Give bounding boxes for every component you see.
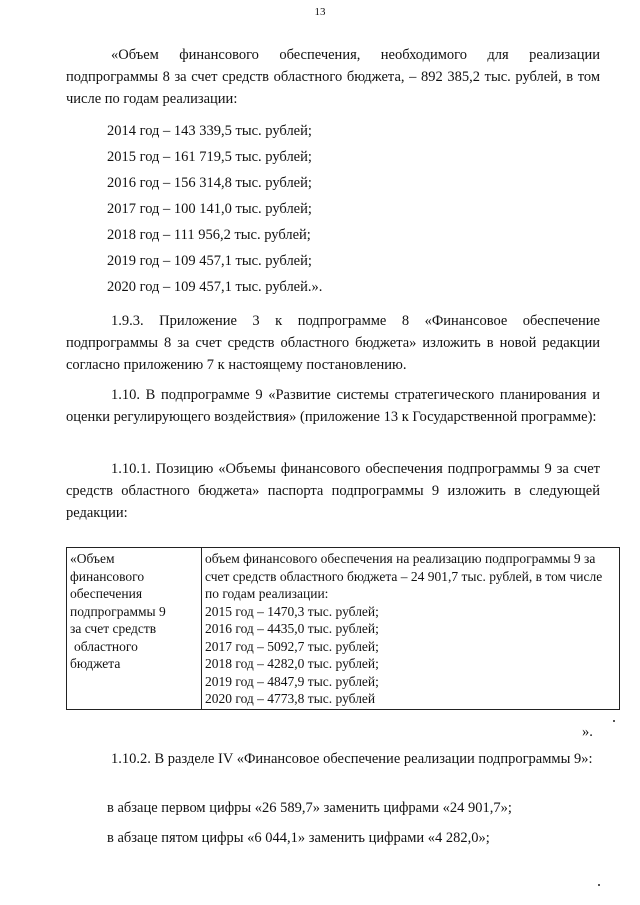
right-cell-year: 2018 год – 4282,0 тыс. рублей;: [205, 656, 379, 671]
scan-speck: [598, 884, 600, 886]
left-cell-line: областного: [74, 638, 138, 654]
bullet-fifth-paragraph: в абзаце пятом цифры «6 044,1» заменить цифрами «4 282,0»;: [107, 830, 490, 846]
right-cell-intro: объем финансового обеспечения на реализацию подпрограммы 9 за счет средств областного бюджета – 24 901,7 тыс. рублей, в том числе по годам реализации:: [205, 551, 603, 601]
table-right-cell: [202, 548, 620, 710]
year-line-2018: 2018 год – 111 956,2 тыс. рублей;: [107, 227, 311, 243]
right-cell-year: 2017 год – 5092,7 тыс. рублей;: [205, 638, 379, 654]
item-1-10-1: 1.10.1. Позицию «Объемы финансового обеспечения подпрограммы 9 за счет средств областного бюджета» паспорта подпрограммы 9 изложить в следующей редакции:: [66, 461, 600, 521]
year-line-2017: 2017 год – 100 141,0 тыс. рублей;: [107, 201, 312, 217]
item-1-10-2: 1.10.2. В разделе IV «Финансовое обеспечение реализации подпрограммы 9»:: [111, 751, 593, 767]
item-1-9-3: 1.9.3. Приложение 3 к подпрограмме 8 «Финансовое обеспечение подпрограммы 8 за счет средств областного бюджета» изложить в новой редакции согласно приложению 7 к настоящему постановлению.: [66, 313, 600, 373]
intro-paragraph: «Объем финансового обеспечения, необходимого для реализации подпрограммы 8 за счет средств областного бюджета, – 892 385,2 тыс. рублей, в том числе по годам реализации:: [66, 47, 600, 107]
year-line-2019: 2019 год – 109 457,1 тыс. рублей;: [107, 253, 312, 269]
scan-speck: [613, 720, 615, 722]
right-cell-year: 2015 год – 1470,3 тыс. рублей;: [205, 603, 379, 619]
left-cell-line: бюджета: [70, 656, 121, 671]
left-cell-line: обеспечения: [70, 586, 143, 601]
right-cell-year: 2020 год – 4773,8 тыс. рублей: [205, 691, 376, 706]
year-line-2016: 2016 год – 156 314,8 тыс. рублей;: [107, 175, 312, 191]
year-line-2014: 2014 год – 143 339,5 тыс. рублей;: [107, 123, 312, 139]
left-cell-line: финансового: [70, 568, 145, 584]
table-left-cell: [67, 548, 202, 710]
financing-table: [66, 547, 620, 710]
year-line-2015: 2015 год – 161 719,5 тыс. рублей;: [107, 149, 312, 165]
left-cell-line: подпрограммы 9: [70, 603, 166, 619]
left-cell-line: «Объем: [70, 551, 115, 566]
right-cell-year: 2019 год – 4847,9 тыс. рублей;: [205, 673, 379, 689]
table-closing-quote: ».: [582, 724, 593, 740]
bullet-first-paragraph: в абзаце первом цифры «26 589,7» заменить цифрами «24 901,7»;: [107, 800, 512, 816]
right-cell-year: 2016 год – 4435,0 тыс. рублей;: [205, 621, 379, 636]
table-row: [67, 548, 620, 710]
item-1-10: 1.10. В подпрограмме 9 «Развитие системы стратегического планирования и оценки регулирующего воздействия» (приложение 13 к Государственной программе):: [66, 387, 600, 425]
left-cell-line: за счет средств: [70, 621, 157, 636]
year-line-2020: 2020 год – 109 457,1 тыс. рублей.».: [107, 279, 323, 295]
page-number: 13: [314, 6, 326, 18]
